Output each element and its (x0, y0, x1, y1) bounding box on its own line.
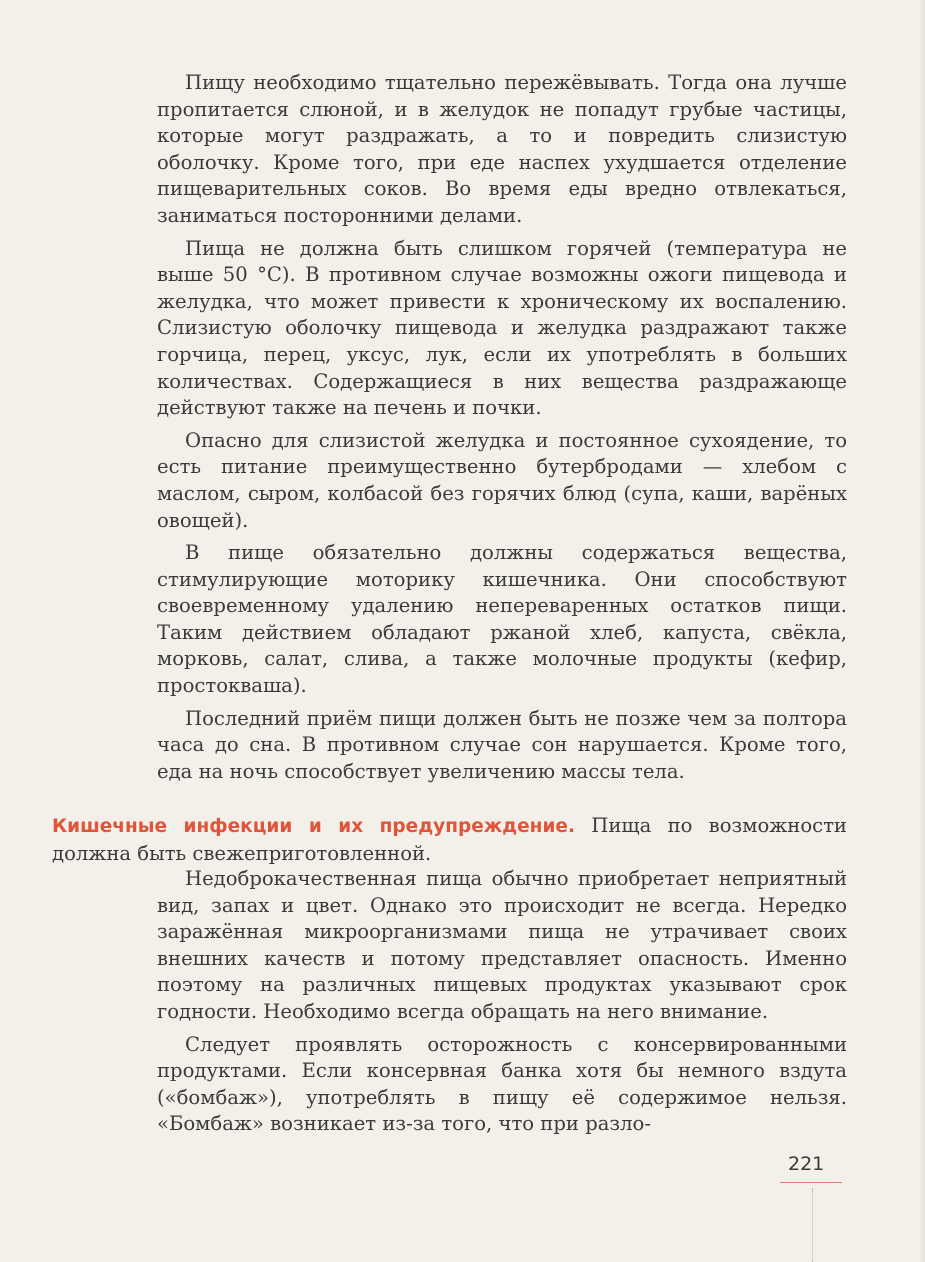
text-block-top (157, 70, 847, 785)
paragraph-dry-eating: Опасно для слизистой желудка и постоянное сухоядение, то есть питание преимущественно бутербродами — хлебом с маслом, сыром, колбасой без горячих блюд (супа, каши, варёных овощей). (157, 428, 847, 532)
paragraph-chewing: Пищу необходимо тщательно пережёвывать. Тогда она лучше пропитается слюной, и в желудок не попадут грубые частицы, которые могут раздражать, а то и повредить слизистую оболочку. Кроме того, при еде наспех ухудшается отделение пищеварительных соков. Во время еды вредно отвлекаться, заниматься посторонними делами. (157, 71, 847, 227)
text-block-bottom (157, 866, 847, 1138)
section-intestinal-infections (52, 813, 847, 867)
page-number: 221 (788, 1153, 825, 1175)
margin-guide-line (812, 1188, 813, 1262)
paragraph-hot-food: Пища не должна быть слишком горячей (температура не выше 50 °С). В противном случае возможны ожоги пищевода и желудка, что может привести к хроническому их воспалению. Слизистую оболочку пищевода и желудка раздражают также горчица, перец, уксус, лук, если их употреблять в больших количествах. Содержащиеся в них вещества раздражающе действуют также на печень и почки. (157, 236, 847, 420)
page-number-underline (780, 1182, 842, 1183)
page-edge-shadow (919, 0, 925, 1262)
section-heading: Кишечные инфекции и их предупреждение. (52, 816, 575, 837)
paragraph-motility: В пище обязательно должны содержаться вещества, стимулирующие моторику кишечника. Они способствуют своевременному удалению непереваренных остатков пищи. Таким действием обладают ржаной хлеб, капуста, свёкла, морковь, салат, слива, а также молочные продукты (кефир, простокваша). (157, 541, 847, 698)
paragraph-canned-food: Следует проявлять осторожность с консервированными продуктами. Если консервная банка хотя бы немного вздута («бомбаж»), употреблять в пищу её содержимое нельзя. «Бомбаж» возникает из-за того, что при разло- (157, 1032, 847, 1136)
section-lead-text: Пища по возможности должна быть свежеприготовленной. (52, 814, 847, 865)
paragraph-spoiled-food: Недоброкачественная пища обычно приобретает неприятный вид, запах и цвет. Однако это происходит не всегда. Нередко заражённая микроорганизмами пища не утрачивает своих внешних качеств и потому представляет опасность. Именно поэтому на различных пищевых продуктах указывают срок годности. Необходимо всегда обращать на него внимание. (157, 867, 847, 1023)
section-lead-paragraph (52, 813, 847, 867)
paragraph-last-meal: Последний приём пищи должен быть не позже чем за полтора часа до сна. В противном случае сон нарушается. Кроме того, еда на ночь способствует увеличению массы тела. (157, 706, 847, 783)
